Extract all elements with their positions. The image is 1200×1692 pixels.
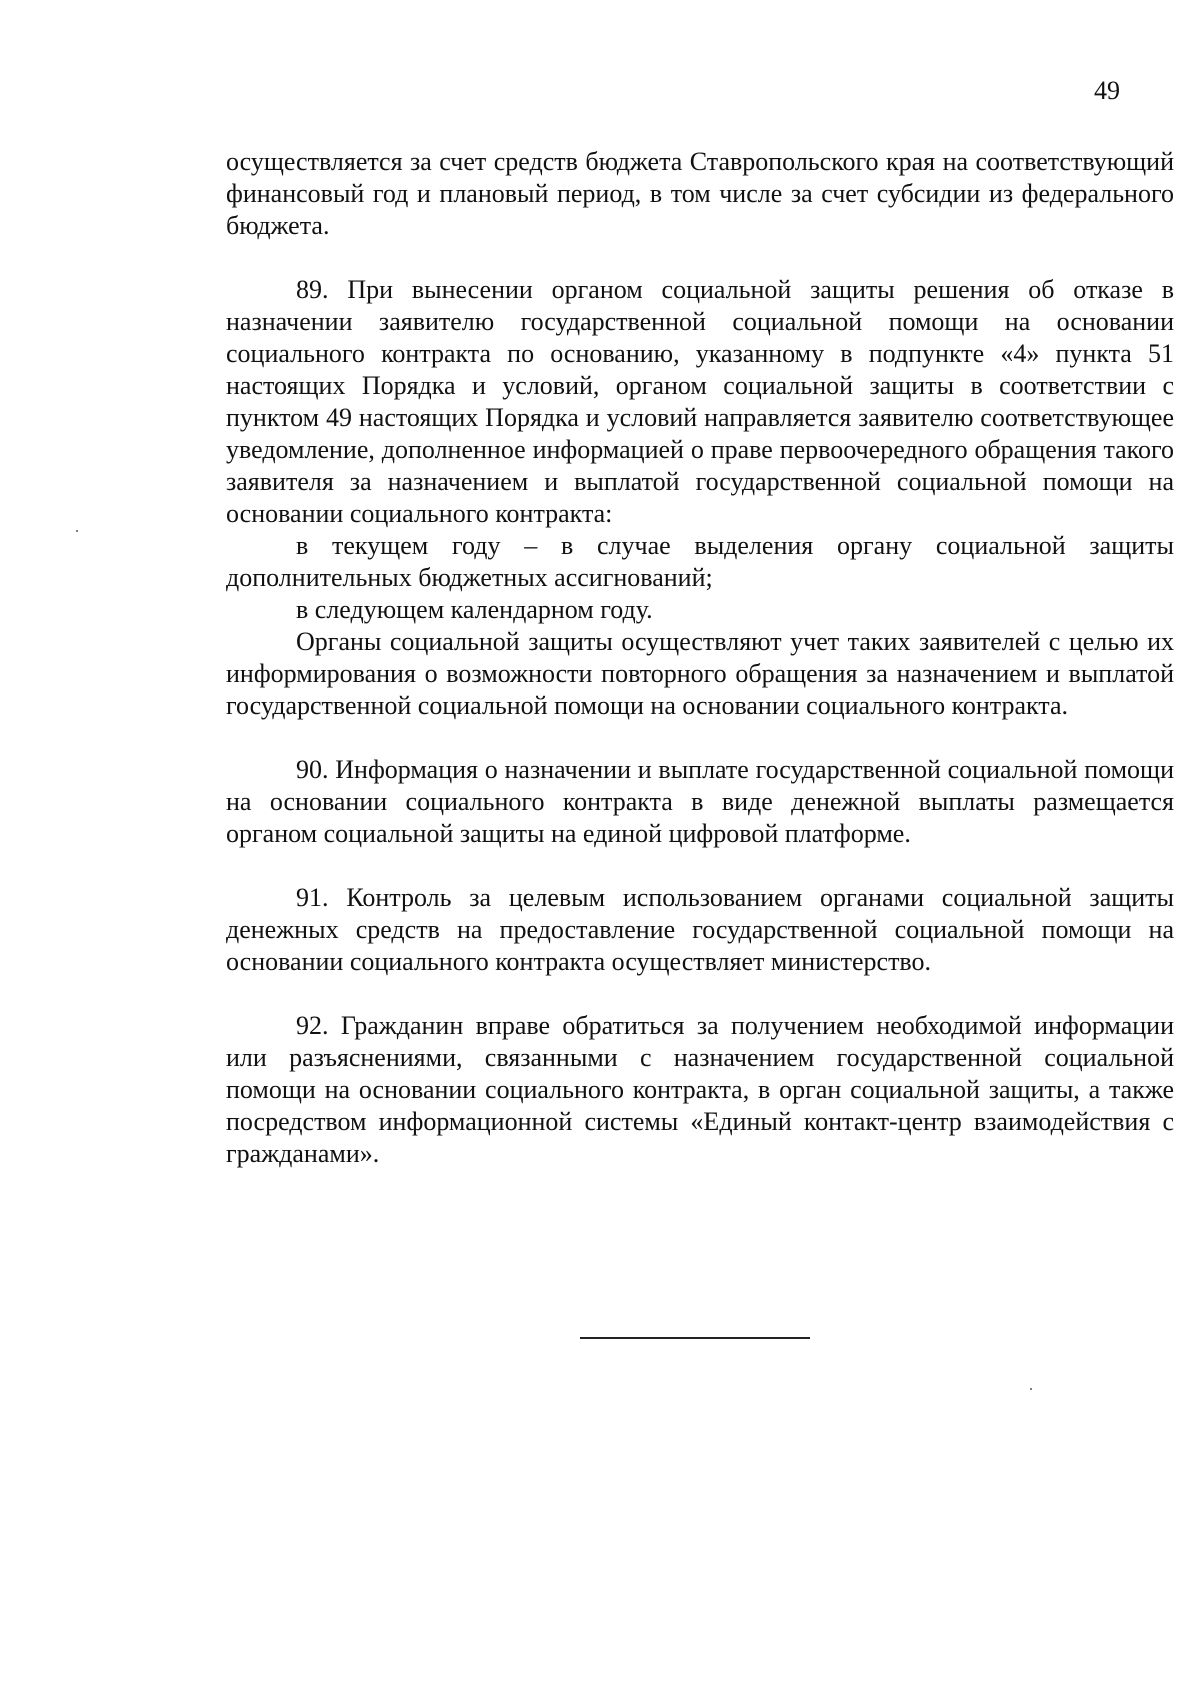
paragraph-89-option-current-year: в текущем году – в случае выделения органу социальной защиты дополнительных бюджетных ассигнований; (226, 531, 1174, 592)
scan-speck (76, 530, 78, 532)
paragraph-continuation: осуществляется за счет средств бюджета Ставропольского края на соответствующий финансовый год и плановый период, в том числе за счет субсидии из федерального бюджета. (226, 147, 1174, 240)
paragraph-89: 89. При вынесении органом социальной защиты решения об отказе в назначении заявителю государственной социальной помощи на основании социального контракта по основанию, указанному в подпункте «4» пункта 51 настоящих Порядка и условий, органом социальной защиты в соответствии с пунктом 49 настоящих Порядка и условий направляется заявителю соответствующее уведомление, дополненное информацией о праве первоочередного обращения такого заявителя за назначением и выплатой государственной социальной помощи на основании социального контракта: (226, 275, 1174, 528)
paragraph-92: 92. Гражданин вправе обратиться за получением необходимой информации или разъяснениями, связанными с назначением государственной социальной помощи на основании социального контракта, в орган социальной защиты, а также посредством информационной системы «Единый контакт-центр взаимодействия с гражданами». (226, 1011, 1174, 1168)
paragraph-91: 91. Контроль за целевым использованием органами социальной защиты денежных средств на предоставление государственной социальной помощи на основании социального контракта осуществляет министерство. (226, 883, 1174, 976)
paragraph-89-option-next-year: в следующем календарном году. (296, 595, 653, 624)
end-separator-line (580, 1337, 810, 1339)
paragraph-90: 90. Информация о назначении и выплате государственной социальной помощи на основании социального контракта в виде денежной выплаты размещается органом социальной защиты на единой цифровой платформе. (226, 755, 1174, 848)
paragraph-89-accounting: Органы социальной защиты осуществляют учет таких заявителей с целью их информирования о возможности повторного обращения за назначением и выплатой государственной социальной помощи на основании социального контракта. (226, 627, 1174, 720)
scan-speck (1030, 1388, 1032, 1390)
page-number: 49 (1094, 76, 1120, 105)
document-body (226, 146, 1174, 1170)
